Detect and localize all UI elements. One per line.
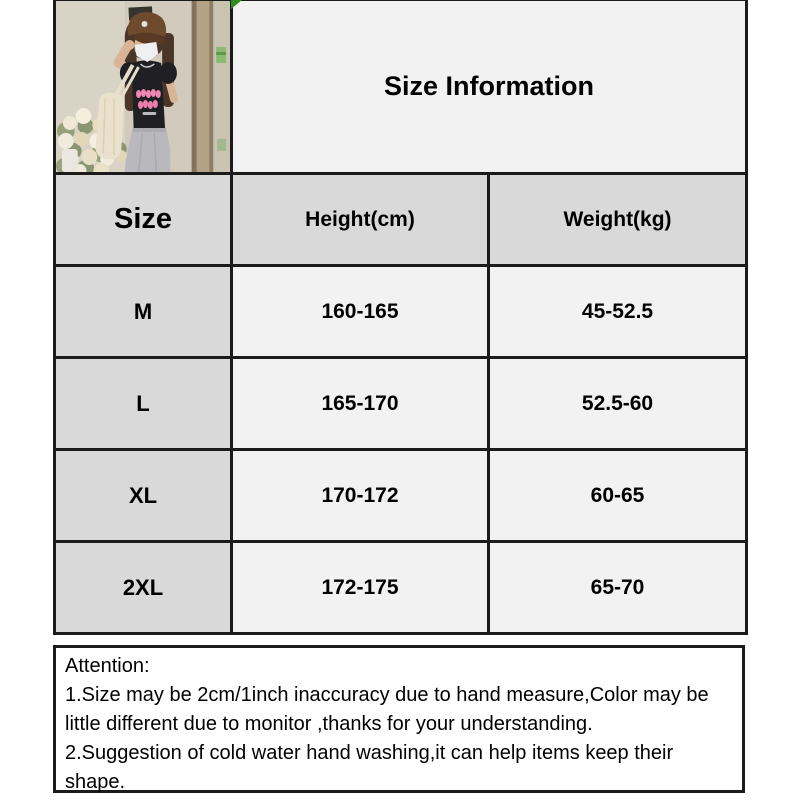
weight-value: 52.5-60 — [489, 358, 747, 450]
height-value: 172-175 — [232, 542, 489, 634]
size-label: 2XL — [55, 542, 232, 634]
size-label: L — [55, 358, 232, 450]
model-photo — [55, 0, 232, 174]
height-value: 170-172 — [232, 450, 489, 542]
attention-box — [53, 645, 745, 793]
table-row-2xl — [55, 542, 747, 634]
table-row-m — [55, 266, 747, 358]
column-header-weight: Weight(kg) — [489, 174, 747, 266]
green-corner-accent — [231, 0, 242, 9]
size-information-title — [232, 0, 747, 174]
attention-note-2: 2.Suggestion of cold water hand washing,it can help items keep their shape. — [65, 742, 674, 793]
model-photo-illustration — [56, 1, 230, 172]
top-row — [55, 0, 747, 174]
column-header-height: Height(cm) — [232, 174, 489, 266]
table-row-l — [55, 358, 747, 450]
table-row-xl — [55, 450, 747, 542]
height-value: 160-165 — [232, 266, 489, 358]
weight-value: 60-65 — [489, 450, 747, 542]
weight-value: 45-52.5 — [489, 266, 747, 358]
size-label: XL — [55, 450, 232, 542]
size-information-title-text: Size Information — [384, 71, 595, 101]
height-value: 165-170 — [232, 358, 489, 450]
table-header-row — [55, 174, 747, 266]
size-table — [53, 0, 748, 635]
attention-title: Attention: — [65, 655, 150, 677]
weight-value: 65-70 — [489, 542, 747, 634]
column-header-size: Size — [55, 174, 232, 266]
attention-note-1: 1.Size may be 2cm/1inch inaccuracy due to hand measure,Color may be little different due to monitor ,thanks for your understanding. — [65, 684, 709, 735]
size-label: M — [55, 266, 232, 358]
